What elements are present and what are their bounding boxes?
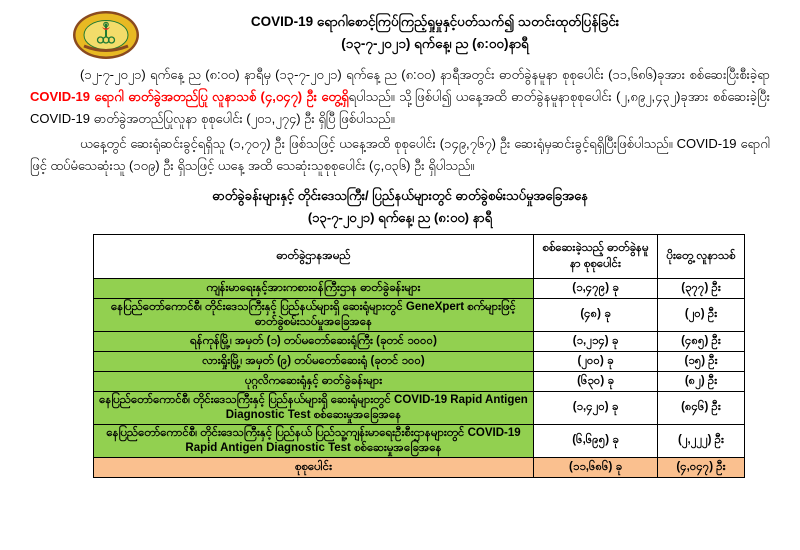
table-header-row	[94, 235, 745, 279]
total-samples: (၁၁,၆၈၆) ခု	[534, 457, 658, 477]
total-label: စုစုပေါင်း	[94, 457, 534, 477]
document-header	[30, 8, 770, 60]
row-positives: (၂၀) ဦး	[658, 299, 745, 332]
table-row	[94, 424, 745, 457]
table-row	[94, 299, 745, 332]
header-lab-name: ဓာတ်ခွဲဌာနအမည်	[94, 235, 534, 279]
paragraph1-text-before: (၁၂-၇-၂၀၂၁) ရက်နေ့ ည (၈:၀၀) နာရီမှ (၁၃-၇-၂၀၂၁) ရက်နေ့ ည (၈:၀၀) နာရီအတွင်း ဓာတ်ခွဲနမူနာ စုစုပေါင်း (၁၁,၆၈၆)ခုအား စစ်ဆေးပြီးစီးခဲ့ရာ	[80, 67, 770, 82]
row-lab-name: ပုဂ္ဂလိကဆေးရုံနှင့် ဓာတ်ခွဲခန်းများ	[94, 371, 534, 391]
table-title-line-1: ဓာတ်ခွဲခန်းများနှင့် တိုင်းဒေသကြီး/ ပြည်နယ်များတွင် ဓာတ်ခွဲစမ်းသပ်မှုအခြေအနေ	[212, 188, 588, 204]
header-samples-tested: စစ်ဆေးခဲ့သည့် ဓာတ်ခွဲနမူနာ စုစုပေါင်း	[534, 235, 658, 279]
lab-testing-table	[93, 234, 745, 478]
paragraph1-text-after: ရပါသည်။ သို့ဖြစ်ပါ၍ ယနေ့အထိ ဓာတ်ခွဲနမူနာစုစုပေါင်း (၂,၈၉၂,၄၃၂)ခုအား စစ်ဆေးခဲ့ပြီး COVID-19 ဓာတ်ခွဲအတည်ပြုလူနာ စုစုပေါင်း (၂၀၁,၂၇၄) ဦး ရှိပြီ ဖြစ်ပါသည်။	[30, 88, 770, 126]
row-positives: (၁၅) ဦး	[658, 351, 745, 371]
table-title-line-2: (၁၃-၇-၂၀၂၁) ရက်နေ့၊ ည (၈:၀၀) နာရီ	[307, 209, 493, 225]
row-lab-name: နေပြည်တော်ကောင်စီ၊ တိုင်းဒေသကြီးနှင့် ပြည်နယ်များရှိ ဆေးရုံများတွင် COVID-19 Rapid Antigen Diagnostic Test စစ်ဆေးမှုအခြေအနေ	[94, 391, 534, 424]
row-samples: (၁,၂၁၄) ခု	[534, 331, 658, 351]
table-row	[94, 331, 745, 351]
table-row	[94, 279, 745, 299]
row-lab-name: လားရှိုးမြို့၊ အမှတ် (၉) တပ်မတော်ဆေးရုံ (ခုတင် ၁၀၀)	[94, 351, 534, 371]
row-samples: (၁,၄၇၉) ခု	[534, 279, 658, 299]
row-samples: (၆,၆၉၅) ခု	[534, 424, 658, 457]
table-total-row	[94, 457, 745, 477]
row-positives: (၈၄၆) ဦး	[658, 391, 745, 424]
total-positives: (၄,၀၄၇) ဦး	[658, 457, 745, 477]
paragraph1-highlight-new-cases: COVID-19 ရောဂါ ဓာတ်ခွဲအတည်ပြု လူနာသစ် (၄,၀၄၇) ဦး တွေ့ရှိ	[30, 88, 349, 104]
seal-icon	[72, 10, 140, 60]
row-lab-name: နေပြည်တော်ကောင်စီ၊ တိုင်းဒေသကြီးနှင့် ပြည်နယ် ပြည်သူ့ကျန်းမာရေးဦးစီးဌာနများတွင် COVID-19 Rapid Antigen Diagnostic Test စစ်ဆေးမှုအခြေအနေ	[94, 424, 534, 457]
row-lab-name: ရန်ကုန်မြို့၊ အမှတ် (၁) တပ်မတော်ဆေးရုံကြီး (ခုတင် ၁၀၀၀)	[94, 331, 534, 351]
row-lab-name: နေပြည်တော်ကောင်စီ၊ တိုင်းဒေသကြီးနှင့် ပြည်နယ်များရှိ ဆေးရုံများတွင် GeneXpert စက်များဖြင့် ဓာတ်ခွဲစမ်းသပ်မှုအခြေအနေ	[94, 299, 534, 332]
ministry-seal-logo	[72, 10, 140, 60]
summary-paragraph-tests	[30, 64, 770, 129]
table-row	[94, 351, 745, 371]
row-positives: (၃၇၇) ဦး	[658, 279, 745, 299]
row-samples: (၁,၄၂၀) ခု	[534, 391, 658, 424]
row-samples: (၂၀၀) ခု	[534, 351, 658, 371]
summary-paragraph-discharges-deaths: ယနေ့တွင် ဆေးရုံဆင်းခွင့်ရရှိသူ (၁,၇၀၇) ဦး ဖြစ်သဖြင့် ယနေ့အထိ စုစုပေါင်း (၁၄၉,၇၆၇) ဦး ဆေးရုံမှဆင်းခွင့်ရရှိပြီးဖြစ်ပါသည်။ COVID-19 ရောဂါဖြင့် ထပ်မံသေဆုံးသူ (၁၀၉) ဦး ရှိသဖြင့် ယနေ့ အထိ သေဆုံးသူစုစုပေါင်း (၄,၀၃၆) ဦး ရှိပါသည်။	[30, 136, 770, 174]
document-title	[140, 8, 770, 55]
row-positives: (၈၂) ဦး	[658, 371, 745, 391]
title-line-2: (၁၃-၇-၂၀၂၁) ရက်နေ့၊ ည (၈:၀၀)နာရီ	[341, 35, 529, 51]
row-lab-name: ကျန်းမာရေးနှင့်အားကစားဝန်ကြီးဌာန ဓာတ်ခွဲခန်းများ	[94, 279, 534, 299]
row-samples: (၄၈) ခု	[534, 299, 658, 332]
table-row	[94, 391, 745, 424]
row-samples: (၆၃၀) ခု	[534, 371, 658, 391]
row-positives: (၄၈၅) ဦး	[658, 331, 745, 351]
header-new-positives: ပိုးတွေ့ လူနာသစ်	[658, 235, 745, 279]
title-line-1: COVID-19 ရောဂါစောင့်ကြပ်ကြည့်ရှုမှုနှင့်ပတ်သက်၍ သတင်းထုတ်ပြန်ခြင်း	[250, 14, 620, 29]
row-positives: (၂,၂၂၂) ဦး	[658, 424, 745, 457]
table-title	[30, 185, 770, 228]
table-row	[94, 371, 745, 391]
